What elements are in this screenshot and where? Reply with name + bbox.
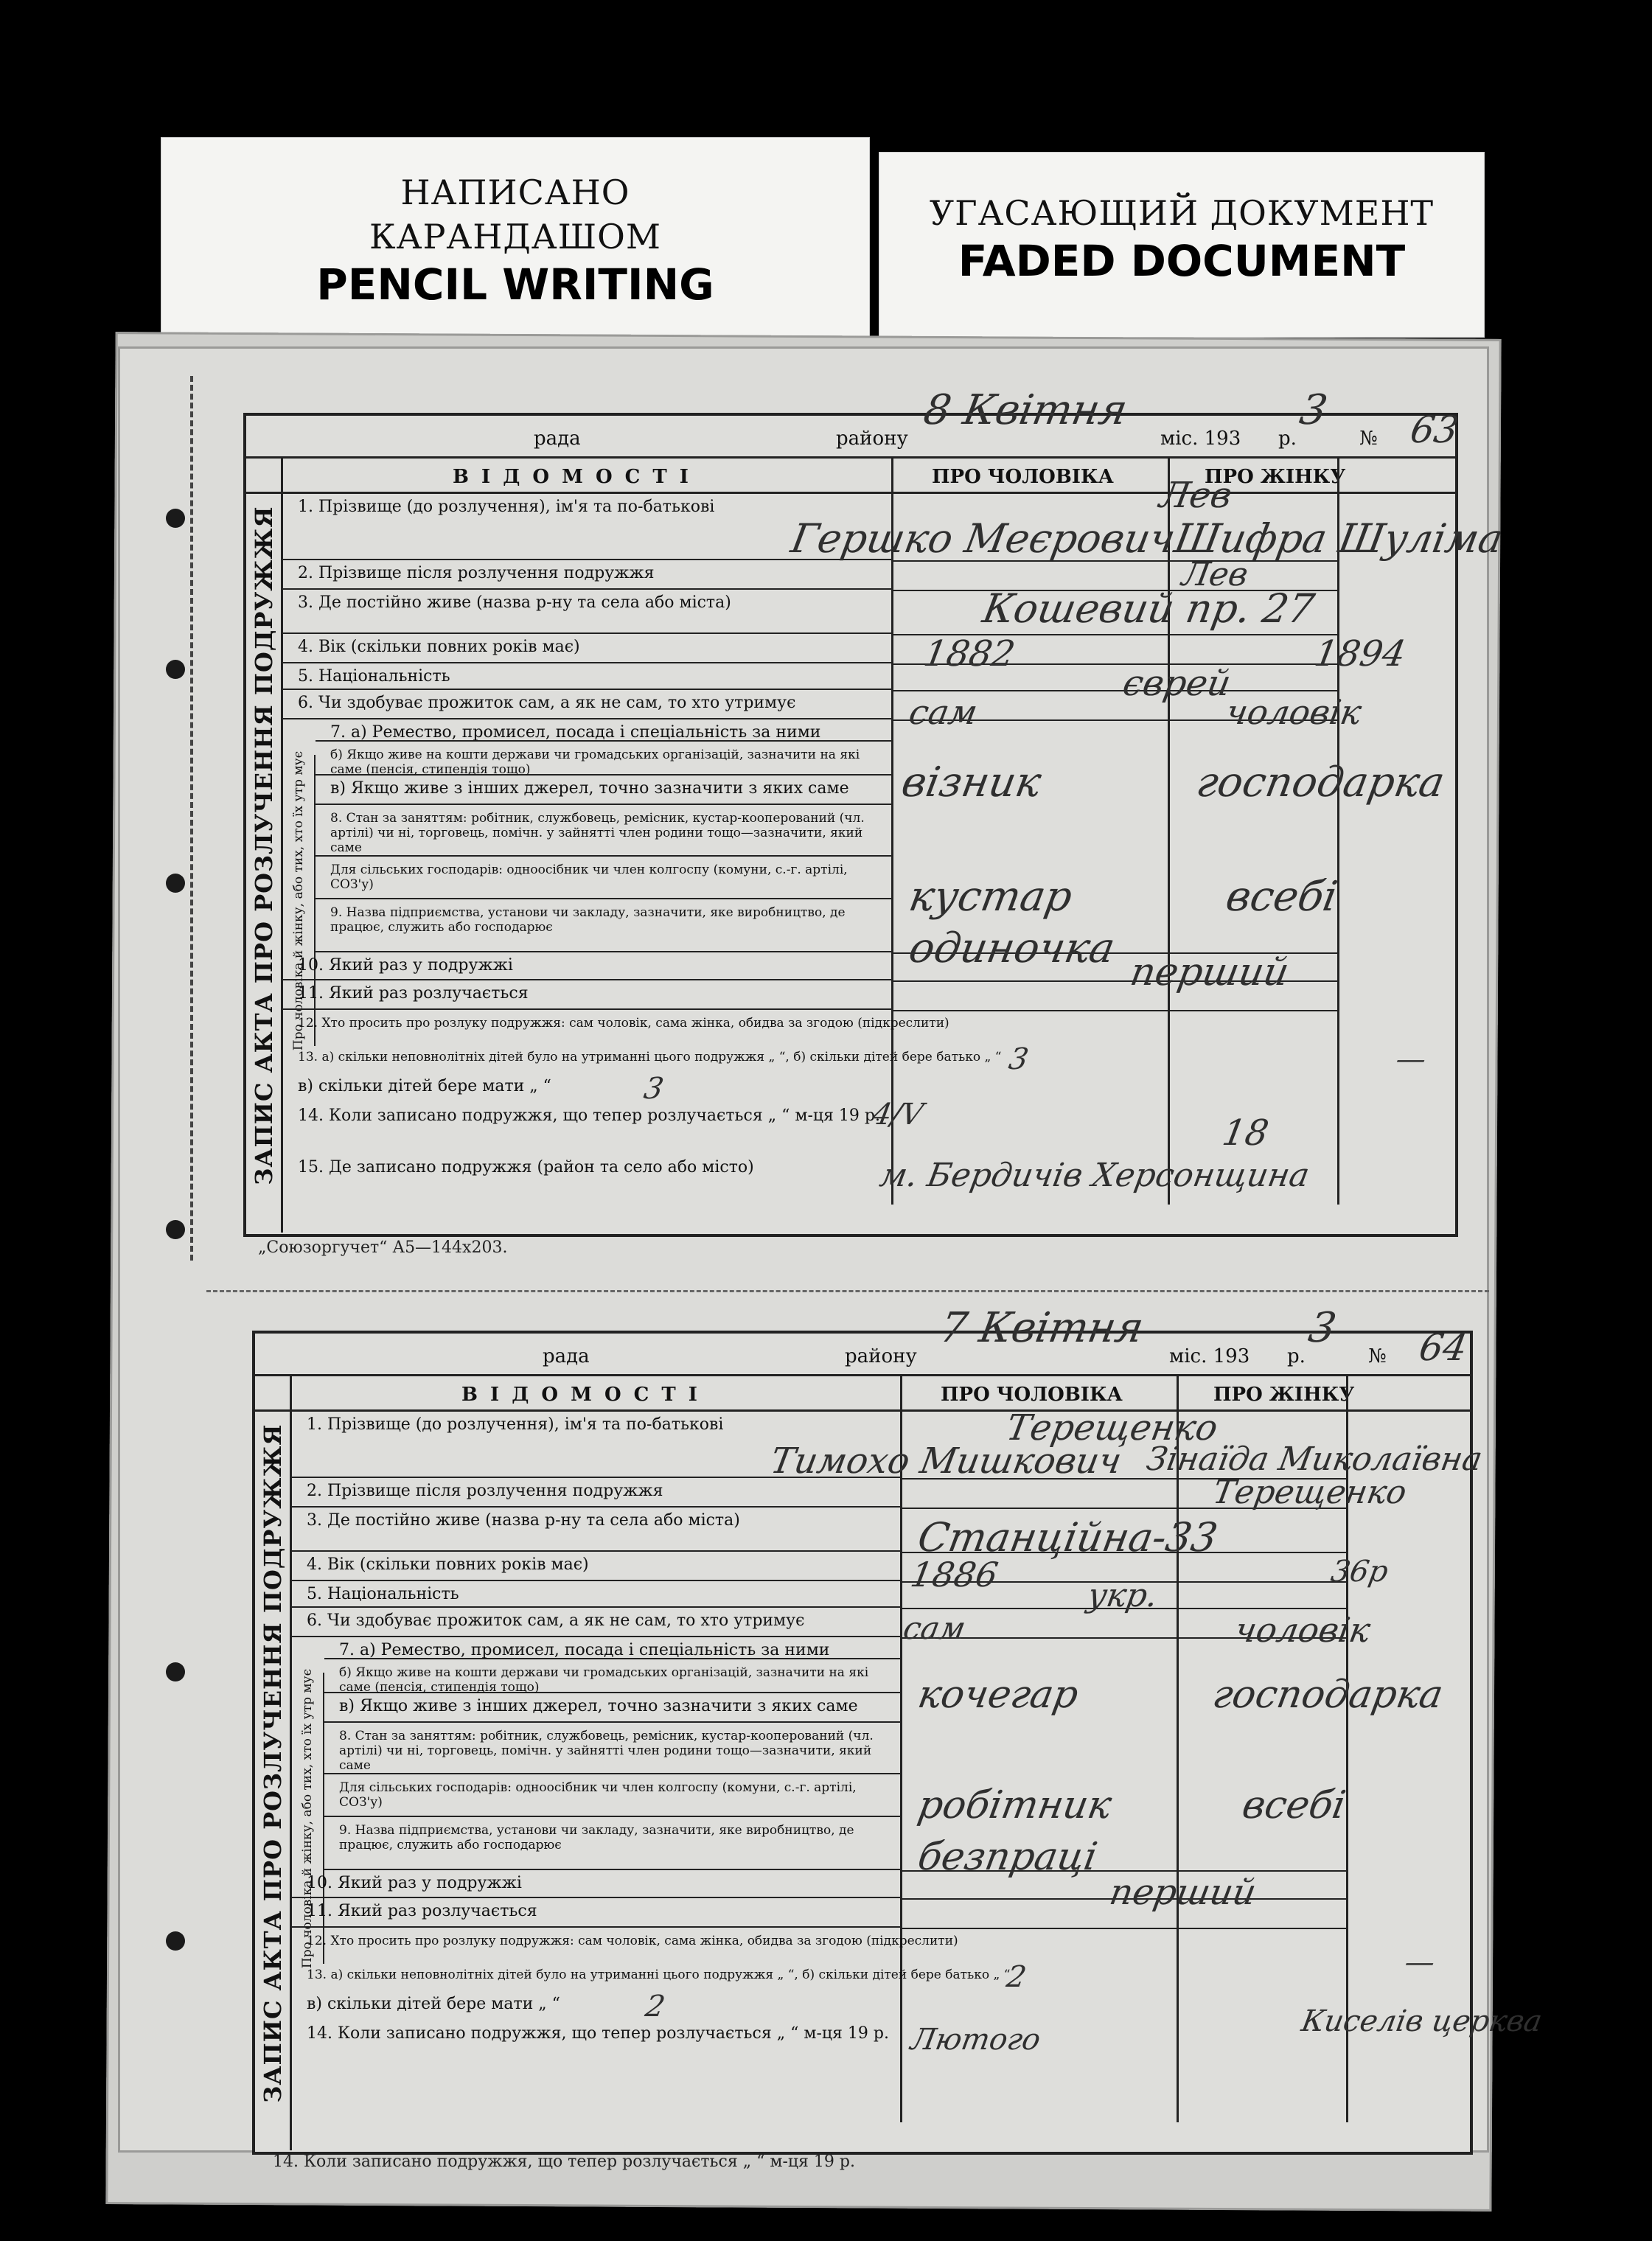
- punch-hole: [166, 1220, 185, 1239]
- form-row-label: 13. а) скільки неповнолітніх дітей було на утриманні цього подружжя „ “, б) скільки дітей бере батько „ “: [307, 1968, 1011, 1982]
- form-row-label: 9. Назва підприємства, установи чи закладу, зазначити, яке виробництво, де працює, служить або господарює: [330, 905, 846, 935]
- form-row-6: [292, 1608, 900, 1637]
- hand-support-woman: чоловік: [1223, 692, 1365, 732]
- hand-age-woman: 36р: [1328, 1555, 1391, 1589]
- side-title: [246, 459, 283, 1233]
- form-row-12: [324, 1817, 900, 1870]
- hand-age-man: 1882: [921, 633, 1019, 675]
- raion-label: району: [836, 428, 908, 450]
- form-row-label: 2. Прізвище після розлучення подружжя: [298, 564, 655, 582]
- hand-children-father: —: [1401, 1945, 1438, 1979]
- form-row-12: [316, 899, 891, 952]
- form-row-2: [283, 560, 891, 590]
- form-row-label: Для сільських господарів: одноосібник чи член колгоспу (комуни, с.-г. артілі, СОЗ'у): [339, 1780, 857, 1810]
- form-row-11: [316, 857, 891, 899]
- punch-hole: [166, 874, 185, 893]
- form-row-label: 6. Чи здобуває прожиток сам, а як не сам, то хто утримує: [298, 694, 796, 712]
- form-row-10: [316, 805, 891, 857]
- form-row-label: 14. Коли записано подружжя, що тепер розлучається „ “ м-ця 19 р.: [307, 2024, 889, 2043]
- hand-status-woman: всебі: [1222, 873, 1341, 921]
- side-subtitle-text: Про чоловіка й жінку, або тих, хто їх утр мує: [291, 750, 306, 1050]
- form-row-13: [292, 1870, 900, 1898]
- hand-enterprise: одиночка: [905, 924, 1119, 972]
- hand-year-digit: 3: [1305, 1304, 1340, 1352]
- hand-support-man: сам: [900, 1610, 969, 1646]
- form-footer: „Союзоргучет“ А5—144х203.: [258, 1238, 508, 1257]
- month-label: міс. 193: [1160, 428, 1241, 450]
- hand-name-woman: Шифра Шуліма: [1171, 515, 1507, 562]
- form-row-label: 15. Де записано подружжя (район та село або місто): [298, 1158, 754, 1177]
- row-rule: [891, 1010, 1337, 1011]
- form-row-15: [283, 1010, 1455, 1044]
- form-row-label: 13. а) скільки неповнолітніх дітей було на утриманні цього подружжя „ “, б) скільки дітей бере батько „ “: [298, 1050, 1002, 1064]
- row-rule: [891, 690, 1337, 691]
- form-row-label: 1. Прізвище (до розлучення), ім'я та по-батькові: [307, 1415, 724, 1434]
- form-header: [246, 416, 1455, 459]
- form-row-label: 9. Назва підприємства, установи чи закладу, зазначити, яке виробництво, де працює, служить або господарює: [339, 1823, 854, 1853]
- form-row-label: 10. Який раз у подружжі: [307, 1874, 522, 1892]
- form-row-label: 14. Коли записано подружжя, що тепер розлучається „ “ м-ця 19 р.: [298, 1106, 880, 1125]
- form-row-label: 2. Прізвище після розлучення подружжя: [307, 1482, 663, 1500]
- hand-occupation-man: кочегар: [914, 1673, 1082, 1717]
- cut-line: [206, 1290, 1489, 1292]
- col-vidomosti: В І Д О М О С Т І: [461, 1384, 700, 1406]
- hand-married-place: м. Бердичів Херсонщина: [876, 1157, 1312, 1194]
- rada-label: рада: [534, 428, 581, 450]
- hand-children: 2: [1003, 1960, 1029, 1994]
- hand-residence: Кошевий пр. 27: [979, 585, 1318, 632]
- col-man: ПРО ЧОЛОВІКА: [932, 466, 1114, 488]
- form-row-label: 7. а) Ремество, промисел, посада і спеціальність за ними: [339, 1641, 830, 1659]
- form-row-2: [292, 1478, 900, 1508]
- hand-occupation-man: візник: [898, 759, 1045, 806]
- form-row-label: в) скільки дітей бере мати „ “: [307, 1995, 560, 2013]
- hand-enterprise: безпраці: [914, 1835, 1101, 1879]
- label-ru-line: УГАСАЮЩИЙ ДОКУМЕНТ: [929, 193, 1435, 233]
- hand-date: 8 Квітня: [920, 386, 1132, 434]
- raion-label: району: [845, 1345, 917, 1367]
- punch-hole: [166, 509, 185, 528]
- form-row-label: в) Якщо живе з інших джерел, точно зазначити з яких саме: [330, 779, 849, 798]
- hand-name-man: Гершко Меєрович: [787, 515, 1179, 562]
- form-row-17: [292, 1991, 1464, 2021]
- form-row-label: 7. а) Ремество, промисел, посада і спеціальність за ними: [330, 723, 821, 742]
- column-headers: [246, 459, 1455, 494]
- form-row-label: 11. Який раз розлучається: [298, 984, 529, 1003]
- form-row-4: [283, 634, 891, 663]
- hand-name-man: Тимохо Мишкович: [767, 1440, 1125, 1482]
- hand-residence: Станційна-33: [914, 1514, 1221, 1561]
- rada-label: рада: [543, 1345, 590, 1367]
- month-label: міс. 193: [1169, 1345, 1250, 1367]
- hand-nationality: укр.: [1084, 1577, 1161, 1614]
- col-vidomosti: В І Д О М О С Т І: [453, 466, 691, 488]
- col-woman: ПРО ЖІНКУ: [1213, 1384, 1355, 1406]
- hand-children-mother: 3: [641, 1072, 666, 1106]
- form-row-16: [283, 1044, 1455, 1073]
- faded-document-label: [879, 152, 1485, 338]
- form-row-8: [324, 1659, 900, 1693]
- form-row-16: [292, 1962, 1464, 1991]
- form-row-label: Для сільських господарів: одноосібник чи член колгоспу (комуни, с.-г. артілі, СОЗ'у): [330, 862, 848, 892]
- hand-marriage-count: перший: [1106, 1872, 1260, 1913]
- pencil-writing-label: [161, 137, 870, 338]
- form-row-14: [283, 980, 891, 1010]
- hand-year-digit: 3: [1296, 386, 1331, 434]
- hand-nationality: єврей: [1120, 663, 1234, 704]
- row-rule: [900, 1928, 1346, 1929]
- form-row-13: [283, 952, 891, 980]
- form-row-label: 12. Хто просить про розлуку подружжя: сам чоловік, сама жінка, обидва за згодою (підкреслити): [298, 1016, 949, 1031]
- number-label: №: [1359, 428, 1378, 450]
- hand-status-man: кустар: [905, 873, 1076, 921]
- divorce-record-form-1: [243, 386, 1507, 1237]
- hand-married-place: Киселів церква: [1298, 2004, 1545, 2038]
- side-subtitle-text: Про чоловіка й жінку, або тих, хто їх утр мує: [300, 1668, 315, 1968]
- form-row-label: 5. Національність: [298, 667, 450, 686]
- column-headers: [255, 1376, 1470, 1412]
- hand-marriage-count: перший: [1126, 950, 1293, 994]
- hand-date: 7 Квітня: [936, 1304, 1148, 1352]
- punch-hole: [166, 1931, 185, 1951]
- number-label: №: [1368, 1345, 1387, 1367]
- form-header: [255, 1334, 1470, 1376]
- hand-support-woman: чоловік: [1232, 1610, 1374, 1650]
- hand-children: 3: [1006, 1042, 1031, 1076]
- punch-hole: [166, 1662, 185, 1681]
- form-row-label: 3. Де постійно живе (назва р-ну та села або міста): [298, 593, 731, 612]
- hand-status-man: робітник: [914, 1783, 1115, 1827]
- form-row-label: 10. Який раз у подружжі: [298, 956, 513, 975]
- hand-children-father: —: [1393, 1042, 1429, 1076]
- hand-children-mother: 2: [642, 1990, 668, 2024]
- label-en-line: FADED DOCUMENT: [958, 236, 1406, 286]
- form-row-label: 8. Стан за заняттям: робітник, службовець, ремісник, кустар-кооперований (чл. артілі) чи ні, торговець, помічн. у зайнятті член родини тощо—зазначити, який саме: [339, 1729, 874, 1773]
- form-row-label: 4. Вік (скільки повних років має): [298, 638, 580, 656]
- form-row-label: 3. Де постійно живе (назва р-ну та села або міста): [307, 1511, 740, 1530]
- form-row-label: 1. Прізвище (до розлучення), ім'я та по-батькові: [298, 498, 715, 516]
- hand-surname-after: Лев: [1179, 556, 1251, 593]
- form-row-18: [292, 2021, 1464, 2072]
- form-row-label: 5. Національність: [307, 1585, 459, 1603]
- hand-surname: Лев: [1157, 475, 1235, 516]
- form-row-label: 6. Чи здобуває прожиток сам, а як не сам, то хто утримує: [307, 1611, 805, 1630]
- form-row-label: в) Якщо живе з інших джерел, точно зазначити з яких саме: [339, 1697, 858, 1715]
- hand-age-man: 1886: [907, 1555, 1001, 1595]
- form-row-label: б) Якщо живе на кошти держави чи громадських організацій, зазначити на які саме (пенсія, стипендія тощо): [339, 1665, 869, 1695]
- form-row-14: [292, 1898, 900, 1928]
- form-row-label: 4. Вік (скільки повних років має): [307, 1555, 589, 1574]
- form-row-17: [283, 1073, 1455, 1103]
- form-row-5: [283, 663, 891, 690]
- form-row-15: [292, 1928, 1464, 1962]
- form-row-11: [324, 1774, 900, 1817]
- form-row-18: [283, 1103, 1455, 1154]
- divorce-record-form-2: [252, 1304, 1545, 2155]
- hand-married-date: Лютого: [907, 2023, 1043, 2057]
- perforation-line: [190, 376, 193, 1261]
- hand-form-number: 63: [1407, 408, 1462, 451]
- hand-married-date: 4/V: [869, 1098, 926, 1132]
- form-row-8: [316, 742, 891, 776]
- punch-hole: [166, 660, 185, 679]
- side-title-text: ЗАПИС АКТА ПРО РОЗЛУЧЕННЯ ПОДРУЖЖЯ: [249, 506, 278, 1185]
- form-row-6: [283, 690, 891, 719]
- hand-form-number: 64: [1415, 1326, 1471, 1369]
- label-ru-line-2: КАРАНДАШОМ: [369, 217, 661, 257]
- hand-age-woman: 1894: [1311, 633, 1409, 675]
- form-row-label: в) скільки дітей бере мати „ “: [298, 1077, 551, 1095]
- hand-surname-after: Терещенко: [1210, 1474, 1409, 1511]
- label-ru-line-1: НАПИСАНО: [400, 172, 630, 212]
- hand-occupation-woman: господарка: [1209, 1673, 1447, 1717]
- form-row-label: б) Якщо живе на кошти держави чи громадських організацій, зазначити на які саме (пенсія, стипендія тощо): [330, 747, 860, 777]
- form-row-5: [292, 1581, 900, 1608]
- form-row-4: [292, 1552, 900, 1581]
- form-row-10: [324, 1723, 900, 1774]
- side-title: [255, 1376, 292, 2150]
- side-title-text: ЗАПИС АКТА ПРО РОЗЛУЧЕННЯ ПОДРУЖЖЯ: [258, 1423, 287, 2103]
- hand-support-man: сам: [906, 692, 981, 732]
- form-row-3: [283, 590, 891, 634]
- hand-occupation-woman: господарка: [1193, 759, 1449, 806]
- form-row-7: [324, 1637, 900, 1659]
- hand-status-woman: всебі: [1238, 1783, 1349, 1827]
- form-row-7: [316, 719, 891, 742]
- label-en-line: PENCIL WRITING: [316, 259, 714, 310]
- form-row-label: 8. Стан за заняттям: робітник, службовець, ремісник, кустар-кооперований (чл. артілі) чи ні, торговець, помічн. у зайнятті член родини тощо—зазначити, який саме: [330, 811, 865, 855]
- year-label: р.: [1278, 428, 1297, 450]
- form-row-label: 11. Який раз розлучається: [307, 1902, 537, 1920]
- year-label: р.: [1287, 1345, 1306, 1367]
- form-row-9: [324, 1693, 900, 1723]
- hand-name-woman: Зінаїда Миколаївна: [1143, 1440, 1485, 1478]
- hand-surname-man: Терещенко: [1003, 1407, 1221, 1449]
- hand-married-year: 18: [1219, 1112, 1272, 1154]
- form-row-label: 12. Хто просить про розлуку подружжя: сам чоловік, сама жінка, обидва за згодою (підкреслити): [307, 1934, 958, 1948]
- under-strip-text: 14. Коли записано подружжя, що тепер розлучається „ “ м-ця 19 р.: [273, 2153, 855, 2171]
- col-man: ПРО ЧОЛОВІКА: [941, 1384, 1123, 1406]
- form-row-9: [316, 776, 891, 805]
- form-row-3: [292, 1508, 900, 1552]
- col-woman: ПРО ЖІНКУ: [1205, 466, 1346, 488]
